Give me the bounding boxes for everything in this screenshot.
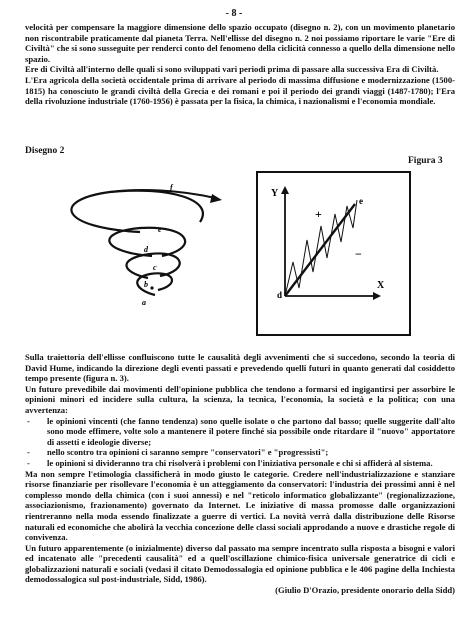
paragraph: Un futuro prevedibile dai movimenti dell'opinione pubblica che tendono a formarsi ed ingigantirsi per assorbire le opinioni minori ed incidere sulla cultura, la scienza, la tecnica, l'economia, la società e la politica; con una avvertenza: xyxy=(25,383,455,415)
paragraph: velocità per compensare la maggiore dimensione dello spazio occupato (disegno n. 2), con un movimento planetario non riscontrabile praticamente dal pianeta Terra. Nell'ellisse del disegno n. 2 noi possiamo riportare le varie "Ere di Civiltà" che si sono susseguite per renderci conto del fenomeno della ciclicità connesso a quello della dimensione nello spazio. xyxy=(25,22,455,64)
graph-label-x: X xyxy=(377,280,385,291)
paragraph: Ere di Civiltà all'interno delle quali si sono sviluppati vari periodi prima di passare alla successiva Era di Civiltà. xyxy=(25,64,439,75)
bullet-item: - le opinioni si divideranno tra chi risolverà i problemi con l'iniziativa personale e chi si affiderà al sistema. xyxy=(25,458,455,469)
top-text xyxy=(25,22,455,107)
graph-label-y: Y xyxy=(271,188,279,199)
signature: (Giulio D'Orazio, presidente onorario della Sidd) xyxy=(275,585,455,596)
bullet-item: - nello scontro tra opinioni ci saranno sempre "conservatori" e "progressisti"; xyxy=(25,447,455,458)
bottom-text xyxy=(25,352,455,596)
paragraph: Ma non sempre l'etimologia classificherà in modo giusto le categorie. Credere nell'industrializzazione e stanziare risorse finanziarie per risollevare l'economia è un atteggiamento da conservatori: l'industria dei prossimi anni è nel complesso mondo della chimica (con i suoi annessi) e nel "reticolo informatico globalizzante" (regionalizzazione, associazionismo, frazionamento) governato da Internet. Le iniziative di massa promosse dalle organizzazioni rientreranno nella moda essendo finalizzate a guerre di vertici. La novità verrà dalla distribuzione delle Risorse naturali ed economiche che abolirà la vecchia concezione delle classi sociali approdando a nuove e drastiche regole di convivenza. xyxy=(25,468,455,543)
spiral-label: f xyxy=(170,183,173,192)
graph-label-end: e xyxy=(359,196,363,206)
spiral-label: c xyxy=(153,263,157,272)
spiral-label: b xyxy=(144,280,148,289)
graph-label-minus: − xyxy=(355,247,362,261)
page-number: - 8 - xyxy=(225,8,243,19)
spiral-drawing xyxy=(40,170,240,330)
spiral-label: a xyxy=(142,298,146,307)
trend-graph xyxy=(255,170,415,340)
paragraph: Sulla traiettoria dell'ellisse confluiscono tutte le causalità degli avvenimenti che si succedono, secondo la teoria di David Hume, indicando la direzione degli eventi passati e prevedendo quelli futuri in quanto generati dal cosiddetto tempo presente (figura n. 3). xyxy=(25,352,455,384)
figura-label: Figura 3 xyxy=(408,156,443,166)
bullet-list xyxy=(25,416,455,469)
bullet-item: - le opinioni vincenti (che fanno tendenza) sono quelle isolate o che partono dal basso; quelle suggerite dall'alto sono mode effimere, volte solo a mantenere il potere finché sia possibile onde ritardare il "nuovo" apportatore di assetti e ideologie diverse; xyxy=(25,416,455,448)
paragraph: L'Era agricola della società occidentale prima di arrivare al periodo di massima diffusione e modernizzazione (1500-1815) ha conosciuto le grandi civiltà della Grecia e dei romani e poi il periodo dei grandi viaggi (1487-1780); l'Era della rivoluzione industriale (1760-1956) è passata per la fisica, la chimica, i nazionalismi e l'economia mondiale. xyxy=(25,74,455,107)
spiral-label: d xyxy=(144,245,148,254)
paragraph: Un futuro apparentemente (o inizialmente) diverso dal passato ma sempre incentrato sulla risposta a bisogni e valori ed incatenato alle "precedenti causalità" ed a quell'oscillazione chimico-fisica universale generatrice di cicli e globalizzazioni naturali e sociali (vedasi il citato Demodossalogia ed opinione pubblica e le 406 pagine della Inchiesta demodossalogica sul post-industriale, Sidd, 1986). xyxy=(25,542,455,585)
graph-label-plus: + xyxy=(315,207,322,221)
graph-label-origin: d xyxy=(277,290,283,300)
disegno-label: Disegno 2 xyxy=(25,146,65,156)
spiral-label: e xyxy=(158,225,162,234)
